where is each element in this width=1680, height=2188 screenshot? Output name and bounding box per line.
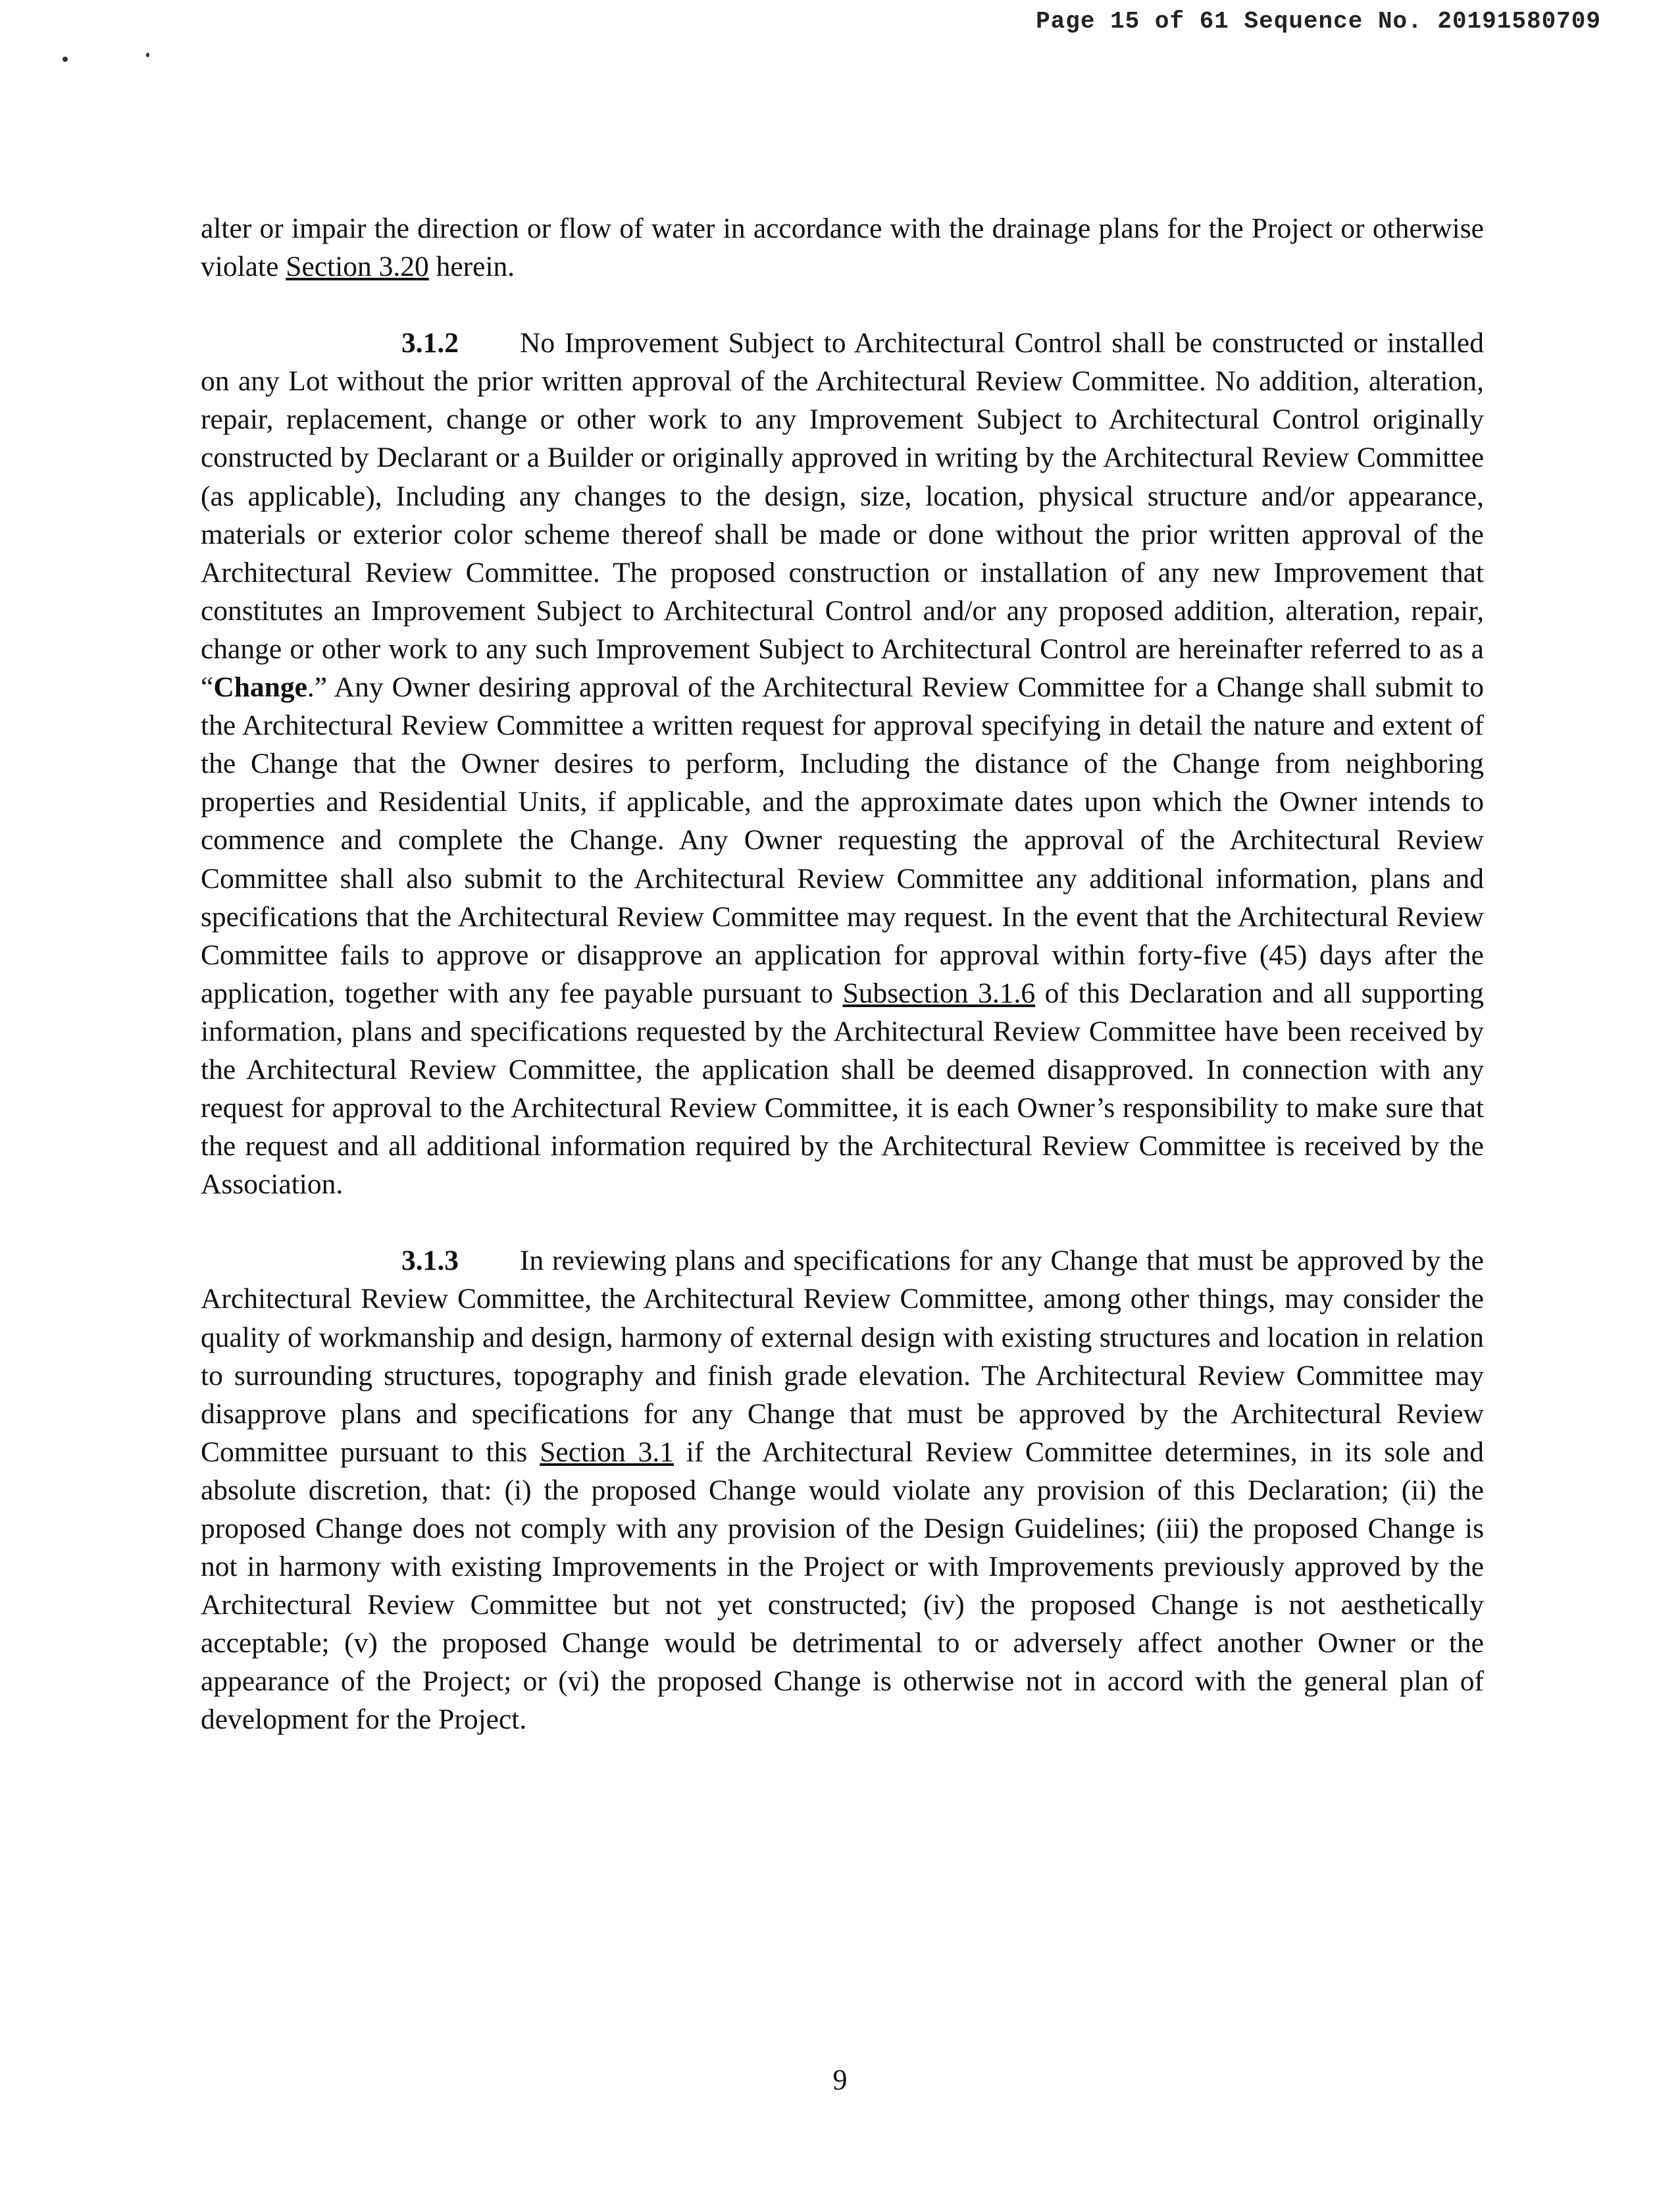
page-number: 9 bbox=[832, 2064, 848, 2096]
page-sequence-header: Page 15 of 61 Sequence No. 20191580709 bbox=[1036, 8, 1601, 35]
section-reference: Section 3.1 bbox=[540, 1436, 674, 1468]
section-number: 3.1.3 bbox=[401, 1245, 459, 1277]
paragraph-continuation: alter or impair the direction or flow of water in accordance with the drainage plans for the Project or otherwise violate Section 3.20 herein. bbox=[201, 213, 1484, 283]
section-3-1-3: 3.1.3 In reviewing plans and specifications for any Change that must be approved by the Architectural Review Committee, the Architectural Review Committee, among other things, may consider the quality of workmanship and design, harmony of external design with existing structures and location in relation to surrounding structures, topography and finish grade elevation. The Architectural Review Committee may disapprove plans and specifications for any Change that must be approved by the Architectural Review Committee pursuant to this Section 3.1 if the Architectural Review Committee determines, in its sole and absolute discretion, that: (i) the proposed Change would violate any provision of this Declaration; (ii) the proposed Change does not comply with any provision of the Design Guidelines; (iii) the proposed Change is not in harmony with existing Improvements in the Project or with Improvements previously approved by the Architectural Review Committee but not yet constructed; (iv) the proposed Change is not aesthetically acceptable; (v) the proposed Change would be detrimental to or adversely affect another Owner or the appearance of the Project; or (vi) the proposed Change is otherwise not in accord with the general plan of development for the Project. bbox=[201, 1241, 1484, 1738]
section-3-1-2: 3.1.2 No Improvement Subject to Architectural Control shall be constructed or installed on any Lot without the prior written approval of the Architectural Review Committee. No addition, alteration, repair, replacement, change or other work to any Improvement Subject to Architectural Control originally constructed by Declarant or a Builder or originally approved in writing by the Architectural Review Committee (as applicable), Including any changes to the design, size, location, physical structure and/or appearance, materials or exterior color scheme thereof shall be made or done without the prior written approval of the Architectural Review Committee. The proposed construction or installation of any new Improvement that constitutes an Improvement Subject to Architectural Control and/or any proposed addition, alteration, repair, change or other work to any such Improvement Subject to Architectural Control are hereinafter referred to as a “Change.” Any Owner desiring approval of the Architectural Review Committee for a Change shall submit to the Architectural Review Committee a written request for approval specifying in detail the nature and extent of the Change that the Owner desires to perform, Including the distance of the Change from neighboring properties and Residential Units, if applicable, and the approximate dates upon which the Owner intends to commence and complete the Change. Any Owner requesting the approval of the Architectural Review Committee shall also submit to the Architectural Review Committee any additional information, plans and specifications that the Architectural Review Committee may request. In the event that the Architectural Review Committee fails to approve or disapprove an application for approval within forty-five (45) days after the application, together with any fee payable pursuant to Subsection 3.1.6 of this Declaration and all supporting information, plans and specifications requested by the Architectural Review Committee have been received by the Architectural Review Committee, the application shall be deemed disapproved. In connection with any request for approval to the Architectural Review Committee, it is each Owner’s responsibility to make sure that the request and all additional information required by the Architectural Review Committee is received by the Association. bbox=[201, 324, 1484, 1203]
scan-speck bbox=[146, 53, 149, 57]
section-reference: Section 3.20 bbox=[286, 251, 429, 283]
scan-speck bbox=[63, 57, 68, 62]
subsection-reference: Subsection 3.1.6 bbox=[842, 977, 1036, 1009]
defined-term: Change bbox=[213, 671, 307, 704]
section-number: 3.1.2 bbox=[401, 327, 459, 359]
document-body bbox=[201, 209, 1484, 1739]
